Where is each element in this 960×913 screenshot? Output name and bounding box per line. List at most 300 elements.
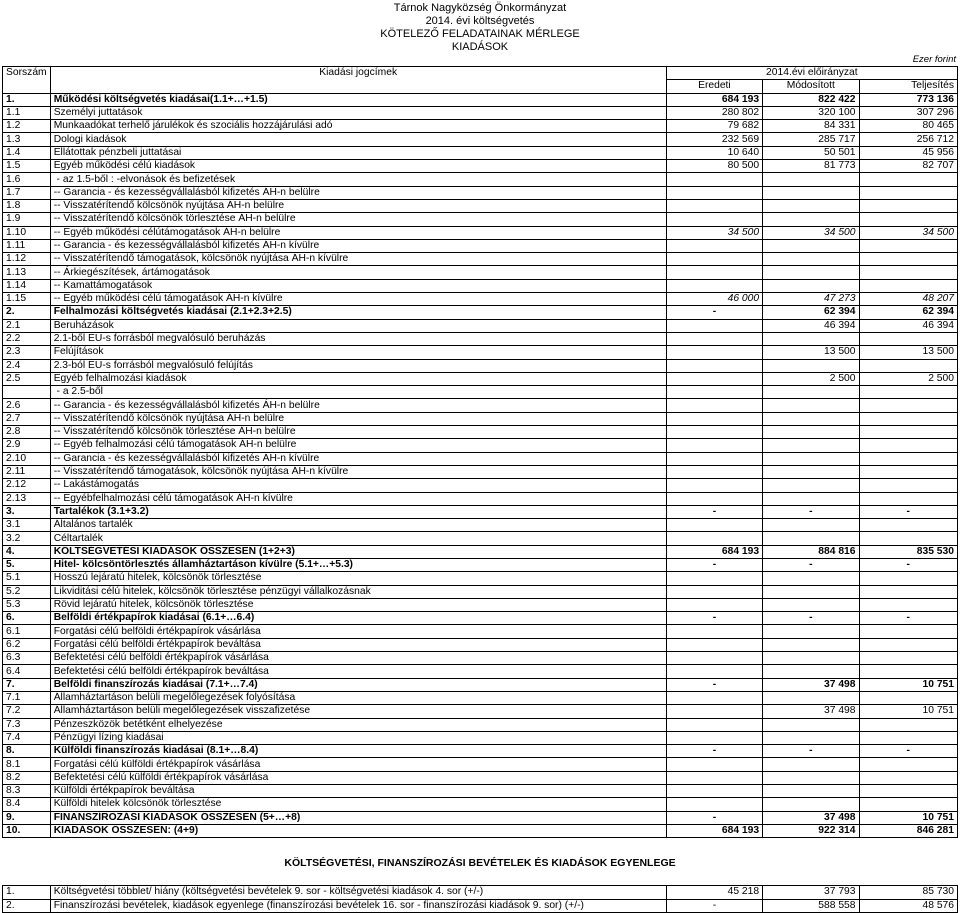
row-number: 2.10 — [3, 452, 51, 465]
row-label: -- Lakástámogatás — [50, 479, 666, 492]
row-original — [666, 771, 762, 784]
col-header-eredeti: Eredeti — [666, 80, 762, 93]
row-original: - — [666, 811, 762, 824]
expenditure-table — [2, 66, 958, 838]
row-number: 2.2 — [3, 332, 51, 345]
row-original — [666, 412, 762, 425]
balance-body — [3, 886, 958, 913]
row-actual: 10 751 — [859, 811, 957, 824]
row-label: Külföldi hitelek kölcsönök törlesztése — [50, 798, 666, 811]
row-original: 684 193 — [666, 93, 762, 106]
row-label: Belföldi értékpapírok kiadásai (6.1+…6.4) — [50, 612, 666, 625]
row-actual — [859, 213, 957, 226]
row-modified: - — [763, 612, 859, 625]
table-row — [3, 93, 958, 106]
row-modified — [763, 798, 859, 811]
row-modified — [763, 332, 859, 345]
report-title: KÖTELEZŐ FELADATAINAK MÉRLEGE — [380, 28, 580, 40]
table-row — [3, 399, 958, 412]
row-original — [666, 346, 762, 359]
table-row — [3, 545, 958, 558]
row-modified — [763, 213, 859, 226]
table-row — [3, 572, 958, 585]
row-modified — [763, 638, 859, 651]
row-number: 2.3 — [3, 346, 51, 359]
row-original — [666, 598, 762, 611]
table-row — [3, 306, 958, 319]
table-row — [3, 160, 958, 173]
row-modified — [763, 718, 859, 731]
row-modified — [763, 173, 859, 186]
row-modified — [763, 625, 859, 638]
row-number: 1.15 — [3, 293, 51, 306]
row-modified: 37 498 — [763, 811, 859, 824]
table-row — [3, 465, 958, 478]
row-actual: 10 751 — [859, 678, 957, 691]
row-label: Befektetési célú külföldi értékpapírok vásárlása — [50, 771, 666, 784]
row-original: - — [666, 505, 762, 518]
row-original — [666, 519, 762, 532]
row-original — [666, 359, 762, 372]
row-actual: 256 712 — [859, 133, 957, 146]
row-number: 2.4 — [3, 359, 51, 372]
table-row — [3, 146, 958, 159]
row-modified — [763, 253, 859, 266]
row-label: FINANSZÍROZÁSI KIADÁSOK ÖSSZESEN (5+…+8) — [50, 811, 666, 824]
row-label: -- Garancia - és kezességvállalásból kifizetés ÁH-n kívülre — [50, 452, 666, 465]
row-label: -- Garancia - és kezességvállalásból kifizetés ÁH-n kívülre — [50, 239, 666, 252]
row-label: -- Egyéb működési célú támogatások ÁH-n kívülre — [50, 293, 666, 306]
row-label: Pénzeszközök betétként elhelyezése — [50, 718, 666, 731]
row-actual — [859, 731, 957, 744]
table-row — [3, 612, 958, 625]
row-modified: 285 717 — [763, 133, 859, 146]
row-original — [666, 386, 762, 399]
row-number: 1.3 — [3, 133, 51, 146]
row-original — [666, 239, 762, 252]
row-actual — [859, 465, 957, 478]
row-actual: 62 394 — [859, 306, 957, 319]
row-original — [666, 319, 762, 332]
row-label: KÖLTSÉGVETÉSI KIADÁSOK ÖSSZESEN (1+2+3) — [50, 545, 666, 558]
municipality-name: Tárnok Nagyközség Önkormányzat — [393, 2, 567, 14]
balance-title: KÖLTSÉGVETÉSI, FINANSZÍROZÁSI BEVÉTELEK ÉS KIADÁSOK EGYENLEGE — [284, 857, 676, 870]
row-label: -- Visszatérítendő kölcsönök nyújtása ÁH-n belülre — [50, 199, 666, 212]
table-row — [3, 585, 958, 598]
row-modified — [763, 758, 859, 771]
row-label: Hosszú lejáratú hitelek, kölcsönök törlesztése — [50, 572, 666, 585]
row-number: 6.4 — [3, 665, 51, 678]
table-row — [3, 771, 958, 784]
row-original: - — [666, 612, 762, 625]
row-original — [666, 213, 762, 226]
row-modified — [763, 785, 859, 798]
row-modified — [763, 426, 859, 439]
row-number: 2.13 — [3, 492, 51, 505]
row-actual — [859, 652, 957, 665]
row-modified: 47 273 — [763, 293, 859, 306]
table-row — [3, 253, 958, 266]
col-header-teljesites: Teljesítés — [859, 80, 957, 93]
row-original: - — [666, 306, 762, 319]
row-original — [666, 173, 762, 186]
row-number: 2.6 — [3, 399, 51, 412]
row-modified: - — [763, 745, 859, 758]
table-row — [3, 452, 958, 465]
row-modified: 37 793 — [763, 886, 859, 899]
row-actual — [859, 279, 957, 292]
row-number: 1.14 — [3, 279, 51, 292]
row-label: Munkaadókat terhelő járulékok és szociális hozzájárulási adó — [50, 120, 666, 133]
row-modified — [763, 359, 859, 372]
row-modified: 50 501 — [763, 146, 859, 159]
row-label: Befektetési célú belföldi értékpapírok vásárlása — [50, 652, 666, 665]
row-original: 80 500 — [666, 160, 762, 173]
row-modified: 588 558 — [763, 899, 859, 912]
row-original — [666, 585, 762, 598]
row-number: 1.5 — [3, 160, 51, 173]
row-original — [666, 479, 762, 492]
row-label: Forgatási célú külföldi értékpapírok vásárlása — [50, 758, 666, 771]
row-number: 8. — [3, 745, 51, 758]
row-original: 232 569 — [666, 133, 762, 146]
col-header-eloiranyzat: 2014.évi előirányzat — [666, 67, 957, 80]
row-actual — [859, 186, 957, 199]
row-original: - — [666, 678, 762, 691]
row-label: -- Visszatérítendő kölcsönök törlesztése ÁH-n belülre — [50, 213, 666, 226]
table-row — [3, 319, 958, 332]
col-header-modositott: Módosított — [763, 80, 859, 93]
row-modified — [763, 266, 859, 279]
row-number: 6.2 — [3, 638, 51, 651]
row-label: Finanszírozási bevételek, kiadások egyenlege (finanszírozási bevételek 16. sor - finanszírozási kiadások 9. sor) (+/-) — [50, 899, 666, 912]
row-original — [666, 665, 762, 678]
table-row — [3, 532, 958, 545]
row-modified: 62 394 — [763, 306, 859, 319]
row-number: 3.2 — [3, 532, 51, 545]
row-number: 1.2 — [3, 120, 51, 133]
row-label: -- Visszatérítendő támogatások, kölcsönök nyújtása ÁH-n kívülre — [50, 253, 666, 266]
row-modified: 2 500 — [763, 372, 859, 385]
balance-table — [2, 885, 958, 913]
table-row — [3, 479, 958, 492]
row-actual — [859, 572, 957, 585]
row-modified: - — [763, 558, 859, 571]
row-modified — [763, 399, 859, 412]
row-actual: 82 707 — [859, 160, 957, 173]
table-row — [3, 652, 958, 665]
table-row — [3, 359, 958, 372]
row-actual — [859, 718, 957, 731]
row-number: 2.1 — [3, 319, 51, 332]
row-modified: 13 500 — [763, 346, 859, 359]
row-actual: 835 530 — [859, 545, 957, 558]
row-original: 684 193 — [666, 545, 762, 558]
row-actual — [859, 452, 957, 465]
row-original — [666, 253, 762, 266]
row-original: - — [666, 558, 762, 571]
row-modified: 34 500 — [763, 226, 859, 239]
table-row — [3, 279, 958, 292]
table-body — [3, 93, 958, 838]
row-label: Rövid lejáratú hitelek, kölcsönök törlesztése — [50, 598, 666, 611]
table-row — [3, 412, 958, 425]
row-actual: 85 730 — [859, 886, 957, 899]
row-modified — [763, 598, 859, 611]
table-row — [3, 346, 958, 359]
row-original — [666, 439, 762, 452]
row-label: -- Egyéb felhalmozási célú támogatások ÁH-n belülre — [50, 439, 666, 452]
row-original — [666, 279, 762, 292]
report-subtitle: KIADÁSOK — [451, 41, 509, 53]
row-actual — [859, 585, 957, 598]
row-actual — [859, 665, 957, 678]
row-number: 1.11 — [3, 239, 51, 252]
row-number: 2.12 — [3, 479, 51, 492]
row-number: 1. — [3, 886, 51, 899]
table-row — [3, 731, 958, 744]
row-original — [666, 266, 762, 279]
row-modified: 81 773 — [763, 160, 859, 173]
row-modified — [763, 665, 859, 678]
row-number: 7.4 — [3, 731, 51, 744]
row-label: Befektetési célú belföldi értékpapírok beváltása — [50, 665, 666, 678]
row-label: -- Visszatérítendő kölcsönök törlesztése ÁH-n belülre — [50, 426, 666, 439]
row-actual: - — [859, 745, 957, 758]
row-label: -- Visszatérítendő kölcsönök nyújtása ÁH-n belülre — [50, 412, 666, 425]
row-original — [666, 652, 762, 665]
row-original: 46 000 — [666, 293, 762, 306]
row-label: Külföldi finanszírozás kiadásai (8.1+…8.4) — [50, 745, 666, 758]
row-label: Forgatási célú belföldi értékpapírok beváltása — [50, 638, 666, 651]
row-modified — [763, 519, 859, 532]
col-header-jogcim: Kiadási jogcímek — [50, 67, 666, 94]
row-label: -- Kamattámogatások — [50, 279, 666, 292]
row-label: Költségvetési többlet/ hiány (költségvetési bevételek 9. sor - költségvetési kiadások 4. sor (+/-) — [50, 886, 666, 899]
row-actual — [859, 253, 957, 266]
row-original — [666, 372, 762, 385]
row-number: 1. — [3, 93, 51, 106]
row-label: Egyéb működési célú kiadások — [50, 160, 666, 173]
row-actual: - — [859, 505, 957, 518]
table-row — [3, 691, 958, 704]
row-label: - a 2.5-ből — [50, 386, 666, 399]
row-modified — [763, 465, 859, 478]
row-actual: 46 394 — [859, 319, 957, 332]
row-number: 1.12 — [3, 253, 51, 266]
row-original — [666, 492, 762, 505]
table-row — [3, 811, 958, 824]
row-modified — [763, 572, 859, 585]
row-original: 684 193 — [666, 824, 762, 837]
row-original — [666, 399, 762, 412]
row-actual: 13 500 — [859, 346, 957, 359]
row-original — [666, 532, 762, 545]
row-actual: 45 956 — [859, 146, 957, 159]
row-number: 7.1 — [3, 691, 51, 704]
row-label: Dologi kiadások — [50, 133, 666, 146]
table-row — [3, 332, 958, 345]
table-row — [3, 492, 958, 505]
row-number: 5.3 — [3, 598, 51, 611]
row-number: 5.1 — [3, 572, 51, 585]
row-number: 5. — [3, 558, 51, 571]
row-number: 2.11 — [3, 465, 51, 478]
row-original — [666, 452, 762, 465]
row-label: Államháztartáson belüli megelőlegezések folyósítása — [50, 691, 666, 704]
row-actual — [859, 785, 957, 798]
table-row — [3, 372, 958, 385]
row-modified — [763, 771, 859, 784]
budget-year: 2014. évi költségvetés — [425, 15, 535, 27]
row-actual: 10 751 — [859, 705, 957, 718]
row-original: 34 500 — [666, 226, 762, 239]
row-original: 10 640 — [666, 146, 762, 159]
row-original — [666, 785, 762, 798]
table-row — [3, 598, 958, 611]
row-original — [666, 426, 762, 439]
row-actual — [859, 638, 957, 651]
row-modified: 37 498 — [763, 678, 859, 691]
row-label: Felhalmozási költségvetés kiadásai (2.1+2.3+2.5) — [50, 306, 666, 319]
row-modified — [763, 279, 859, 292]
row-label: Felújítások — [50, 346, 666, 359]
row-number: 1.6 — [3, 173, 51, 186]
row-actual — [859, 479, 957, 492]
row-number — [3, 386, 51, 399]
row-number: 3.1 — [3, 519, 51, 532]
row-modified: - — [763, 505, 859, 518]
report-header — [0, 0, 960, 66]
row-number: 6.3 — [3, 652, 51, 665]
row-original — [666, 465, 762, 478]
row-modified: 46 394 — [763, 319, 859, 332]
row-modified — [763, 691, 859, 704]
row-actual: 846 281 — [859, 824, 957, 837]
row-number: 7.2 — [3, 705, 51, 718]
row-original: 45 218 — [666, 886, 762, 899]
row-modified — [763, 412, 859, 425]
row-modified — [763, 186, 859, 199]
row-modified — [763, 492, 859, 505]
row-label: -- Egyéb működési célútámogatások ÁH-n belülre — [50, 226, 666, 239]
row-modified: 822 422 — [763, 93, 859, 106]
row-modified: 922 314 — [763, 824, 859, 837]
row-actual: 48 576 — [859, 899, 957, 912]
table-row — [3, 266, 958, 279]
table-row — [3, 824, 958, 837]
table-row — [3, 886, 958, 899]
row-label: KIADÁSOK ÖSSZESEN: (4+9) — [50, 824, 666, 837]
row-actual — [859, 439, 957, 452]
row-label: Tartalékok (3.1+3.2) — [50, 505, 666, 518]
row-label: 2.1-ből EU-s forrásból megvalósuló beruházás — [50, 332, 666, 345]
table-row — [3, 899, 958, 912]
table-row — [3, 426, 958, 439]
table-row — [3, 638, 958, 651]
row-number: 2.8 — [3, 426, 51, 439]
row-modified — [763, 439, 859, 452]
row-actual — [859, 691, 957, 704]
row-actual — [859, 771, 957, 784]
row-original — [666, 705, 762, 718]
row-actual — [859, 332, 957, 345]
row-original — [666, 731, 762, 744]
table-row — [3, 745, 958, 758]
table-row — [3, 718, 958, 731]
row-modified: 320 100 — [763, 106, 859, 119]
header-block — [0, 0, 960, 54]
row-number: 8.4 — [3, 798, 51, 811]
row-original — [666, 572, 762, 585]
table-row — [3, 439, 958, 452]
table-row — [3, 558, 958, 571]
table-row — [3, 678, 958, 691]
row-number: 7. — [3, 678, 51, 691]
row-label: 2.3-ból EU-s forrásból megvalósuló felújítás — [50, 359, 666, 372]
row-actual: 34 500 — [859, 226, 957, 239]
row-number: 10. — [3, 824, 51, 837]
row-number: 2.7 — [3, 412, 51, 425]
row-actual — [859, 173, 957, 186]
row-label: Működési költségvetés kiadásai(1.1+…+1.5) — [50, 93, 666, 106]
table-row — [3, 199, 958, 212]
table-row — [3, 798, 958, 811]
row-original — [666, 758, 762, 771]
row-label: Személyi juttatások — [50, 106, 666, 119]
row-actual — [859, 386, 957, 399]
row-actual — [859, 239, 957, 252]
row-actual — [859, 625, 957, 638]
row-actual: - — [859, 612, 957, 625]
row-original — [666, 718, 762, 731]
table-row — [3, 785, 958, 798]
row-number: 9. — [3, 811, 51, 824]
row-number: 2.9 — [3, 439, 51, 452]
row-number: 4. — [3, 545, 51, 558]
currency-unit: Ezer forint — [912, 54, 956, 65]
row-number: 8.3 — [3, 785, 51, 798]
table-row — [3, 293, 958, 306]
table-row — [3, 625, 958, 638]
row-label: -- Árkiegészítések, ártámogatások — [50, 266, 666, 279]
row-number: 8.2 — [3, 771, 51, 784]
row-number: 6.1 — [3, 625, 51, 638]
row-label: Likviditási célú hitelek, kölcsönök törlesztése pénzügyi vállalkozásnak — [50, 585, 666, 598]
row-actual — [859, 532, 957, 545]
table-row — [3, 239, 958, 252]
row-original: 280 802 — [666, 106, 762, 119]
row-number: 3. — [3, 505, 51, 518]
row-modified — [763, 452, 859, 465]
row-actual — [859, 266, 957, 279]
row-actual — [859, 199, 957, 212]
table-row — [3, 213, 958, 226]
row-modified — [763, 532, 859, 545]
table-row — [3, 386, 958, 399]
col-header-sorszam: Sorszám — [3, 67, 51, 94]
row-label: -- Egyébfelhalmozási célú támogatások ÁH-n kívülre — [50, 492, 666, 505]
row-original — [666, 691, 762, 704]
row-modified: 84 331 — [763, 120, 859, 133]
row-label: Általános tartalék — [50, 519, 666, 532]
row-number: 6. — [3, 612, 51, 625]
row-label: Államháztartáson belüli megelőlegezések visszafizetése — [50, 705, 666, 718]
row-original — [666, 625, 762, 638]
table-row — [3, 106, 958, 119]
row-number: 1.10 — [3, 226, 51, 239]
row-label: -- Visszatérítendő támogatások, kölcsönök nyújtása ÁH-n kívülre — [50, 465, 666, 478]
